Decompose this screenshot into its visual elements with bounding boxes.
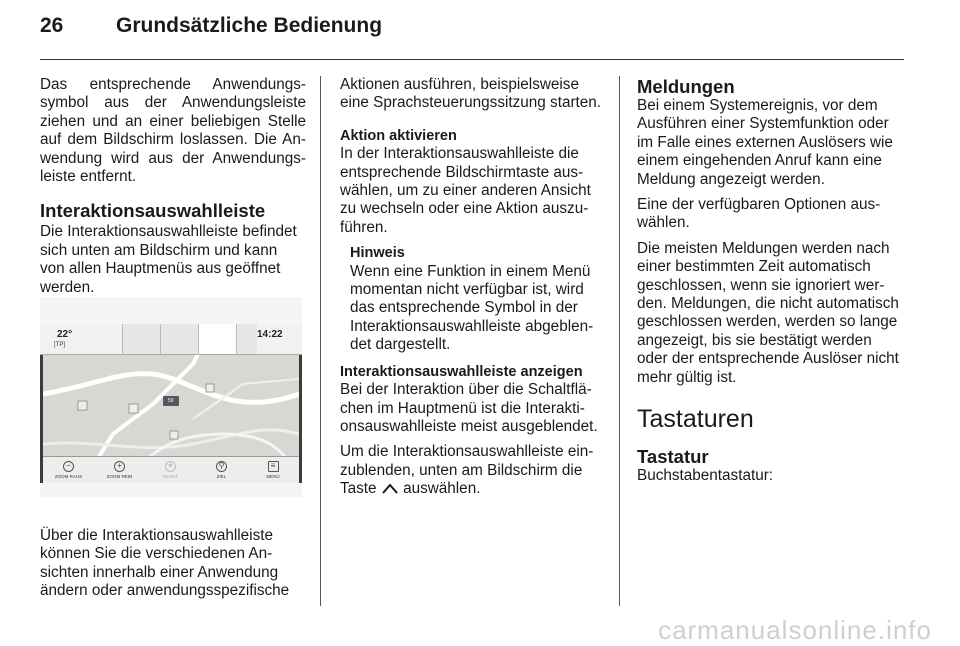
column-divider: [320, 76, 321, 606]
road-number-label: 59: [168, 398, 174, 404]
clock: 14:22: [257, 329, 283, 340]
tp-indicator: [TP]: [54, 342, 66, 348]
watermark: carmanualsonline.info: [658, 615, 932, 645]
section-heading-meldungen: Meldungen: [637, 76, 735, 97]
page-number: 26: [40, 14, 64, 37]
zoom-out-button[interactable]: − ZOOM RAUS: [54, 461, 83, 479]
subheading-aktion-aktivieren: Aktion aktivieren: [340, 127, 457, 144]
infotainment-screenshot: [40, 297, 302, 497]
column-divider: [619, 76, 620, 606]
paragraph: Aktionen ausführen, beispielsweise eine Sprachsteuerungssitzung starten.: [340, 76, 602, 112]
section-heading-interaktionsauswahlleiste: Interaktionsauswahlleiste: [40, 200, 266, 222]
note-text: Wenn eine Funktion in einem Menü momentan nicht verfügbar ist, wird das entsprechende Symbol in der Interaktionsauswahlleiste abgeblendet dargestellt.: [350, 262, 594, 354]
subheading-interaktionsauswahlleiste-anzeigen: Interaktionsauswahlleiste anzeigen: [340, 363, 583, 380]
active-tab[interactable]: [198, 324, 237, 354]
reset-button[interactable]: ✦ RESET: [162, 461, 178, 479]
phone-tab[interactable]: [160, 324, 199, 354]
zoom-in-button[interactable]: + ZOOM REIN: [106, 461, 133, 479]
paragraph: In der Interaktionsauswahlleiste die entsprechende Bildschirmtaste auswählen, um zu einer anderen Ansicht zu wechseln oder eine Aktion auszuführen.: [340, 145, 591, 236]
tab[interactable]: [236, 324, 257, 354]
column-1-continued: [40, 527, 306, 610]
chapter-heading-tastaturen: Tastaturen: [637, 405, 754, 434]
reset-icon: ✦: [165, 461, 176, 472]
paragraph: Eine der verfügbaren Optionen auswählen.: [637, 196, 881, 232]
paragraph: Bei der Interaktion über die Schaltflächen im Hauptmenü ist die Interaktionsauswahlleiste meist ausgeblendet.: [340, 381, 598, 435]
minus-icon: −: [63, 461, 74, 472]
paragraph: Über die Interaktionsauswahlleiste können Sie die verschiedenen Ansichten innerhalb einer Anwendung ändern oder anwendungsspezifische: [40, 527, 290, 600]
interaction-selector-bar: [43, 456, 299, 484]
paragraph: Die meisten Meldungen werden nach einer bestimmten Zeit automatisch geschlossen, wenn sie ignoriert werden. Meldungen, die nicht automatisch geschlossen werden, werden so lange angezeigt, bis sie bestätigt werden oder der entsprechende Auslöser nicht mehr gültig ist.: [637, 239, 899, 386]
figure-margin-bottom: [40, 483, 302, 497]
paragraph: Bei einem Systemereignis, vor dem Ausführen einer Systemfunktion oder im Falle eines externen Auslösers wie einem eingehenden Anruf kann eine Meldung angezeigt werden.: [637, 97, 893, 188]
chevron-up-icon: [381, 481, 399, 495]
page-header: [40, 14, 382, 38]
search-icon: ⚲: [216, 461, 227, 472]
plus-icon: +: [114, 461, 125, 472]
paragraph: Buchstabentastatur:: [637, 467, 774, 485]
menu-icon: ≡: [268, 461, 279, 472]
note-title: Hinweis: [350, 245, 405, 262]
section-heading-tastatur: Tastatur: [637, 446, 709, 468]
temperature: 22°: [57, 329, 73, 340]
column-3: [637, 76, 905, 495]
column-1: [40, 76, 306, 306]
page-title: Grundsätzliche Bedienung: [116, 14, 383, 37]
menu-button[interactable]: ≡ MENÜ: [266, 461, 280, 479]
column-2: [340, 76, 606, 508]
paragraph: Die Interaktionsauswahlleiste befindet sich unten am Bildschirm und kann von allen Hauptmenüs aus geöffnet werden.: [40, 223, 297, 296]
note-box: [350, 244, 606, 354]
header-rule: [40, 59, 904, 60]
paragraph: Um die Interaktionsauswahlleiste einzublenden, unten am Bildschirm die Taste auswählen.: [340, 443, 594, 498]
nav-tab[interactable]: [122, 324, 161, 354]
paragraph: Das entsprechende Anwendungssymbol aus der Anwendungsleiste ziehen und an einer beliebigen Stelle auf dem Bildschirm loslassen. Die Anwendung wird aus der Anwendungsleiste entfernt.: [40, 76, 306, 186]
figure-margin-top: [40, 297, 302, 324]
destination-button[interactable]: ⚲ ZIEL: [216, 461, 227, 479]
